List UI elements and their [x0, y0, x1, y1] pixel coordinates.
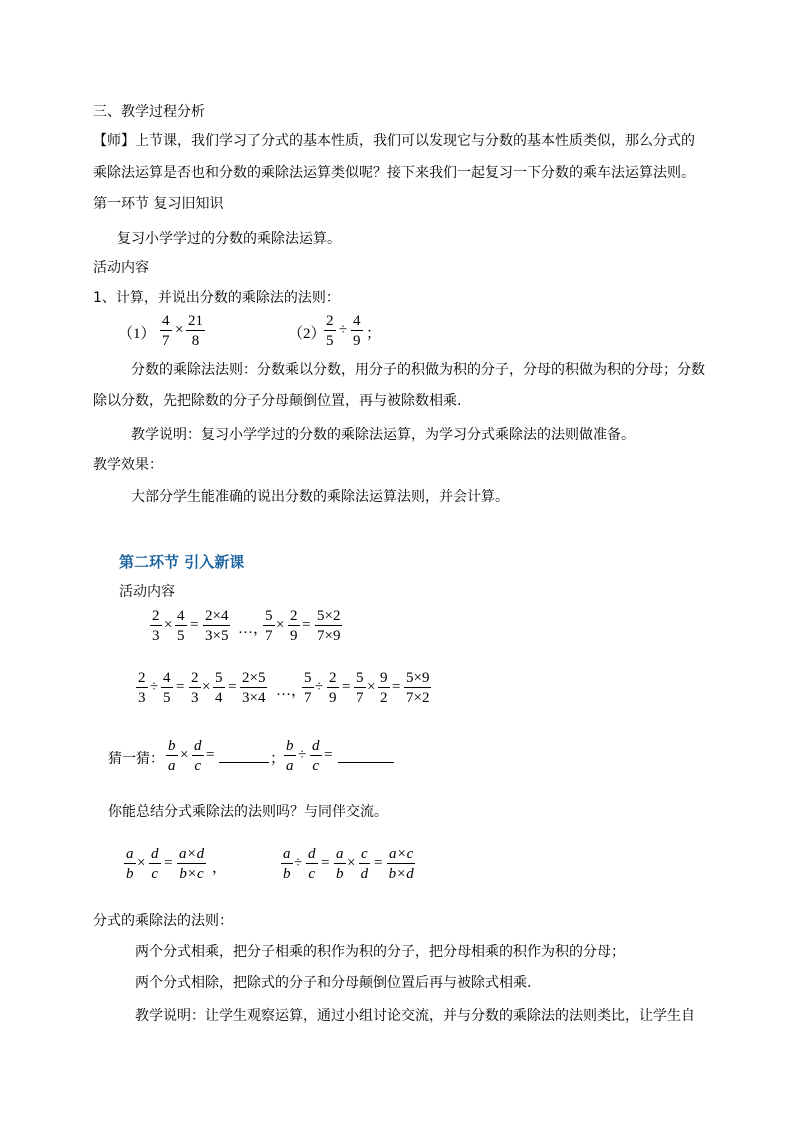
- step2-heading: 第二环节 引入新课: [119, 553, 245, 571]
- ellipsis: …，: [276, 683, 307, 699]
- guess-label: 猜一猜：: [108, 751, 164, 767]
- times-sign: ×: [137, 855, 146, 871]
- fraction: 2 9: [290, 608, 298, 644]
- equals-sign: =: [392, 679, 401, 695]
- equals-sign: =: [190, 617, 199, 633]
- teacher-paragraph-line1: 【师】上节课，我们学习了分式的基本性质，我们可以发现它与分数的基本性质类似，那么分式的: [93, 133, 695, 149]
- divide-sign: ÷: [339, 322, 348, 338]
- equals-sign: =: [342, 679, 351, 695]
- equals-sign: =: [228, 679, 237, 695]
- times-sign: ×: [180, 747, 189, 763]
- times-sign: ×: [347, 855, 356, 871]
- rule-text-line1: 分数的乘除法法则：分数乘以分数，用分子的积做为积的分子，分母的积做为积的分母；分数: [131, 362, 705, 378]
- fraction: 4 5: [177, 608, 185, 644]
- fraction: b a: [286, 738, 294, 774]
- rule-heading: 分式的乘除法的法则：: [93, 913, 233, 929]
- divide-sign: ÷: [315, 679, 324, 695]
- teaching-note-2: 教学说明：让学生观察运算，通过小组讨论交流，并与分数的乘除法的法则类比，让学生自: [135, 1008, 695, 1024]
- fraction: 2 3: [138, 670, 146, 706]
- summary-question: 你能总结分式乘除法的法则吗？与同伴交流。: [108, 804, 388, 820]
- step1-heading: 第一环节 复习旧知识: [93, 196, 224, 212]
- rule-text-line2: 除以分数，先把除数的分子分母颠倒位置，再与被除数相乘.: [93, 393, 462, 409]
- fraction: 5 7: [265, 608, 273, 644]
- answer-blank: [338, 762, 394, 763]
- fraction: 4 9: [353, 313, 361, 349]
- fraction: a×c b×d: [388, 846, 414, 882]
- fraction: a b: [126, 846, 134, 882]
- times-sign: ×: [164, 617, 173, 633]
- times-sign: ×: [276, 617, 285, 633]
- fraction: a b: [336, 846, 344, 882]
- divide-sign: ÷: [150, 679, 159, 695]
- fraction: d c: [312, 738, 320, 774]
- fraction: a×d b×c: [179, 846, 205, 882]
- equals-sign: =: [206, 747, 215, 763]
- divide-sign: ÷: [294, 855, 303, 871]
- semicolon: ；: [366, 326, 382, 342]
- teaching-effect-text: 大部分学生能准确的说出分数的乘除法运算法则，并会计算。: [131, 489, 509, 505]
- fraction: 5×2 7×9: [317, 608, 341, 644]
- fraction: 5 7: [356, 670, 364, 706]
- problem-1-label: （1）: [118, 326, 156, 342]
- equals-sign: =: [324, 747, 333, 763]
- problem-2-label: （2）: [288, 326, 326, 342]
- fraction: 4 5: [163, 670, 171, 706]
- fraction: 5×9 7×2: [406, 670, 430, 706]
- section-heading: 三、教学过程分析: [93, 104, 205, 120]
- fraction: 5 4: [215, 670, 223, 706]
- times-sign: ×: [202, 679, 211, 695]
- teaching-note-1: 教学说明：复习小学学过的分数的乘除法运算，为学习分式乘除法的法则做准备。: [131, 427, 635, 443]
- equals-sign: =: [176, 679, 185, 695]
- teacher-paragraph-line2: 乘除法运算是否也和分数的乘除法运算类似呢？接下来我们一起复习一下分数的乘车法运算法则。: [93, 165, 695, 181]
- fraction: 2 9: [329, 670, 337, 706]
- fraction: 2 3: [191, 670, 199, 706]
- times-sign: ×: [367, 679, 376, 695]
- fraction: d c: [151, 846, 159, 882]
- equals-sign: =: [374, 855, 383, 871]
- multiply-rule: 两个分式相乘，把分子相乘的积作为积的分子，把分母相乘的积作为积的分母；: [135, 944, 625, 960]
- fraction: b a: [168, 738, 176, 774]
- teaching-effect-label: 教学效果：: [93, 457, 163, 473]
- fraction: d c: [194, 738, 202, 774]
- semicolon: ；: [270, 751, 286, 767]
- fraction: 21 8: [188, 313, 203, 349]
- activity-label-2: 活动内容: [119, 584, 175, 600]
- equals-sign: =: [321, 855, 330, 871]
- fraction: 2×5 3×4: [242, 670, 266, 706]
- fraction: d c: [308, 846, 316, 882]
- fraction: 2 3: [152, 608, 160, 644]
- fraction: a b: [283, 846, 291, 882]
- fraction: 5 7: [304, 670, 312, 706]
- fraction: 2×4 3×5: [205, 608, 229, 644]
- activity-label: 活动内容: [93, 260, 149, 276]
- fraction: 9 2: [380, 670, 388, 706]
- equals-sign: =: [302, 617, 311, 633]
- review-text: 复习小学学过的分数的乘除法运算。: [117, 231, 341, 247]
- divide-sign: ÷: [298, 747, 307, 763]
- divide-rule: 两个分式相除，把除式的分子和分母颠倒位置后再与被除式相乘.: [135, 975, 532, 991]
- ellipsis: …，: [238, 621, 269, 637]
- fraction: 4 7: [162, 313, 170, 349]
- fraction: c d: [360, 846, 369, 882]
- fraction: 2 5: [326, 313, 334, 349]
- exercise-prompt: 1、计算，并说出分数的乘除法的法则：: [93, 290, 340, 306]
- equals-sign: =: [164, 855, 173, 871]
- answer-blank: [219, 762, 269, 763]
- times-sign: ×: [175, 322, 184, 338]
- comma: ，: [212, 860, 228, 876]
